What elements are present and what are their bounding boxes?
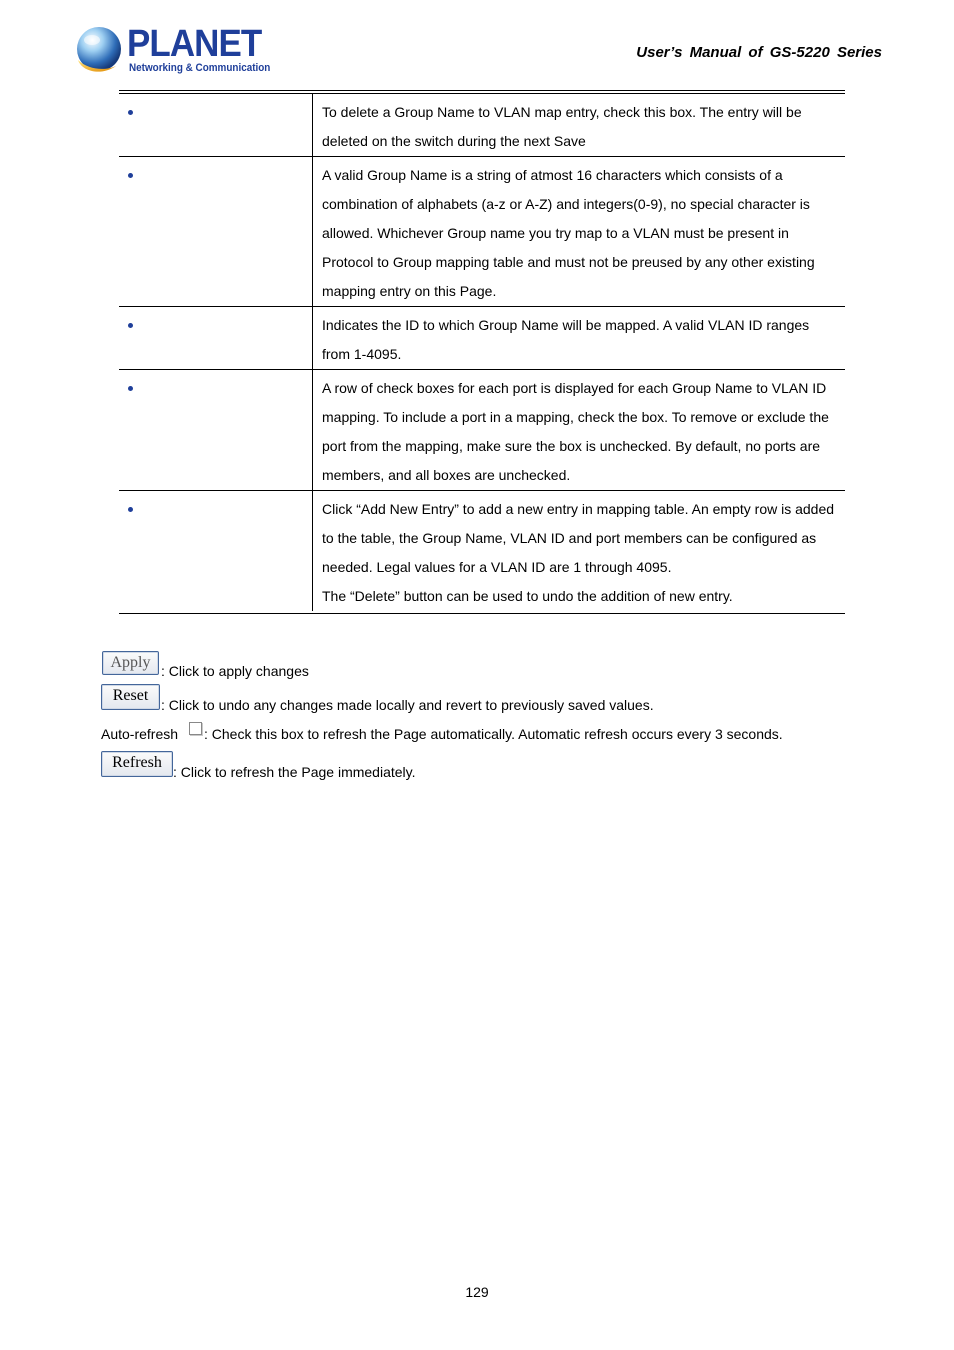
table-row [119,370,845,491]
bullet-icon [128,323,133,328]
planet-logo [72,22,272,78]
description-cell: A valid Group Name is a string of atmost 16 characters which consists of a combination of alphabets (a-z or A-Z) and integers(0-9), no special character is allowed. Whichever Group name you try map to a VLAN must be present in Protocol to Group mapping table and must not be preused by any other existing mapping entry on this Page. [313,157,846,307]
description-text: Click “Add New Entry” to add a new entry in mapping table. An empty row is added to the table, the Group Name, VLAN ID and port members can be configured as needed. Legal values for a VLAN ID are 1 through 4095. [322,501,835,575]
refresh-description: : Click to refresh the Page immediately. [173,764,416,780]
parameter-cell [119,307,313,370]
auto-refresh-label: Auto-refresh [101,726,179,742]
table-row [119,94,845,157]
brand-name: PLANET [127,23,262,65]
reset-button[interactable]: Reset [101,684,160,710]
bullet-icon [128,507,133,512]
manual-title: User’s Manual of GS-5220 Series [636,44,882,61]
parameter-cell [119,491,313,612]
description-extra-text: The “Delete” button can be used to undo the addition of new entry. [322,588,733,604]
description-cell: A row of check boxes for each port is displayed for each Group Name to VLAN ID mapping. To include a port in a mapping, check the box. To remove or exclude the port from the mapping, make sure the box is unchecked. By default, no ports are members, and all boxes are unchecked. [313,370,846,491]
auto-refresh-description: : Check this box to refresh the Page automatically. Automatic refresh occurs every 3 seconds. [204,726,783,742]
description-cell: Indicates the ID to which Group Name will be mapped. A valid VLAN ID ranges from 1-4095. [313,307,846,370]
apply-description: : Click to apply changes [161,663,309,679]
page-number: 129 [465,1284,489,1300]
table-top-rule [119,90,845,91]
table-row [119,307,845,370]
parameter-table [119,90,845,614]
refresh-button[interactable]: Refresh [101,751,173,777]
description-cell: To delete a Group Name to VLAN map entry, check this box. The entry will be deleted on the switch during the next Save [313,94,846,157]
parameter-cell [119,157,313,307]
description-cell [313,491,846,612]
parameter-cell [119,94,313,157]
bullet-icon [128,173,133,178]
table-row [119,491,845,612]
globe-logo-icon [72,24,124,76]
table-row [119,157,845,307]
parameter-cell [119,370,313,491]
brand-tagline: Networking & Communication [129,62,271,74]
bullet-icon [128,386,133,391]
auto-refresh-checkbox[interactable] [189,722,202,735]
bullet-icon [128,110,133,115]
reset-description: : Click to undo any changes made locally and revert to previously saved values. [161,697,654,713]
table-bottom-rule [119,613,845,614]
apply-button[interactable]: Apply [102,651,159,675]
